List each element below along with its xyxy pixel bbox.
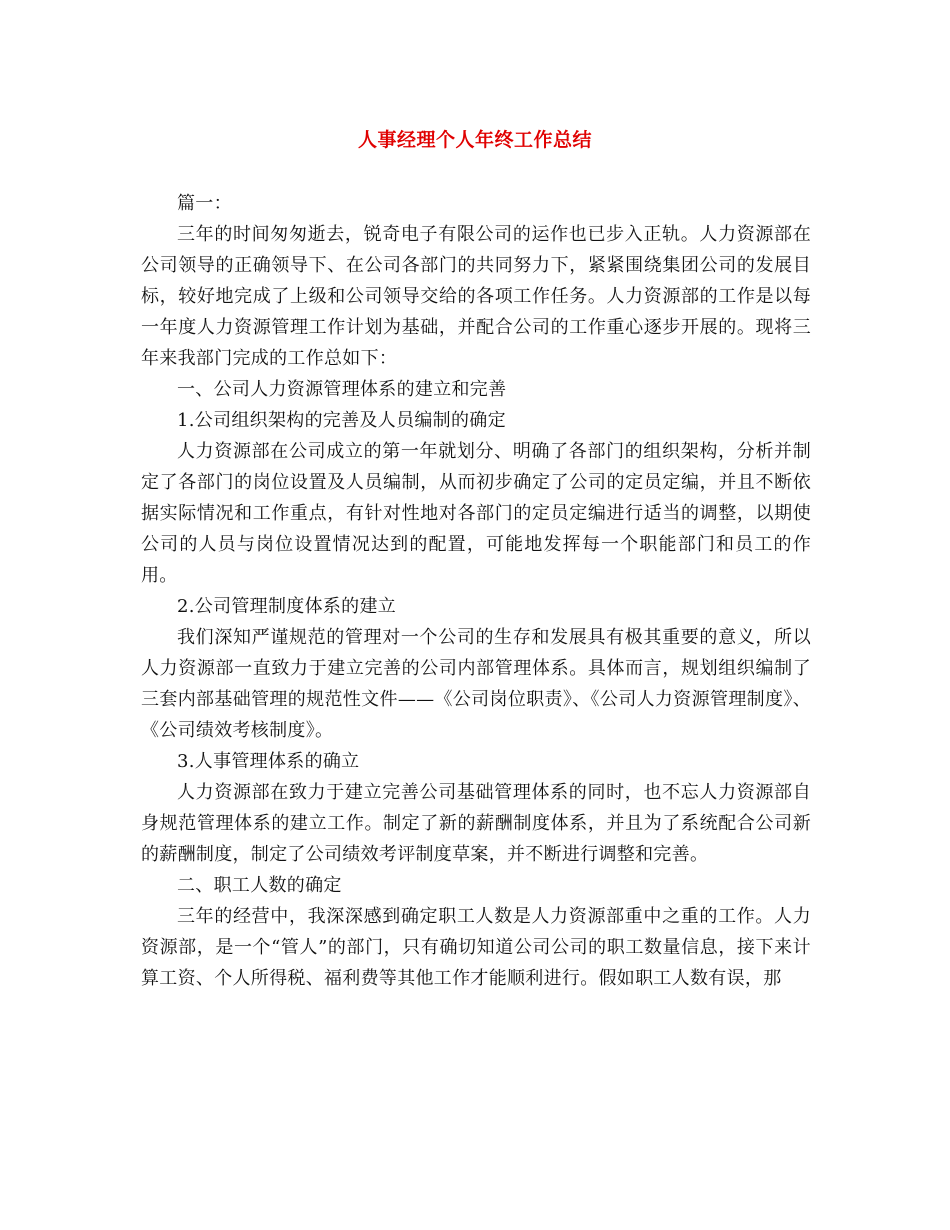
paragraph: 人力资源部在致力于建立完善公司基础管理体系的同时，也不忘人力资源部自身规范管理体系的建立工作。制定了新的薪酬制度体系，并且为了系统配合公司新的薪酬制度，制定了公司绩效考评制度草案，并不断进行调整和完善。: [141, 782, 811, 865]
subsection-heading: 3.人事管理体系的确立: [177, 751, 360, 772]
paragraph: 我们深知严谨规范的管理对一个公司的生存和发展具有极其重要的意义，所以人力资源部一直致力于建立完善的公司内部管理体系。具体而言，规划组织编制了三套内部基础管理的规范性文件——《公司岗位职责》、《公司人力资源管理制度》、《公司绩效考核制度》。: [141, 627, 811, 741]
document-body: [141, 188, 811, 994]
section-heading: 篇一：: [177, 193, 232, 214]
subsection-heading: 1.公司组织架构的完善及人员编制的确定: [177, 410, 506, 431]
subsection-heading: 2.公司管理制度体系的建立: [177, 596, 397, 617]
paragraph-intro: 三年的时间匆匆逝去，锐奇电子有限公司的运作也已步入正轨。人力资源部在公司领导的正确领导下、在公司各部门的共同努力下，紧紧围绕集团公司的发展目标，较好地完成了上级和公司领导交给的各项工作任务。人力资源部的工作是以每一年度人力资源管理工作计划为基础，并配合公司的工作重心逐步开展的。现将三年来我部门完成的工作总如下：: [141, 224, 811, 369]
section-heading: 二、职工人数的确定: [177, 875, 342, 896]
document-title: 人事经理个人年终工作总结: [357, 129, 592, 151]
section-heading: 一、公司人力资源管理体系的建立和完善: [177, 379, 507, 400]
paragraph: 三年的经营中，我深深感到确定职工人数是人力资源部重中之重的工作。人力资源部，是一个“管人”的部门，只有确切知道公司公司的职工数量信息，接下来计算工资、个人所得税、福利费等其他工作才能顺利进行。假如职工人数有误，那: [141, 906, 811, 989]
paragraph: 人力资源部在公司成立的第一年就划分、明确了各部门的组织架构，分析并制定了各部门的岗位设置及人员编制，从而初步确定了公司的定员定编，并且不断依据实际情况和工作重点，有针对性地对各部门的定员定编进行适当的调整，以期使公司的人员与岗位设置情况达到的配置，可能地发挥每一个职能部门和员工的作用。: [141, 441, 811, 586]
